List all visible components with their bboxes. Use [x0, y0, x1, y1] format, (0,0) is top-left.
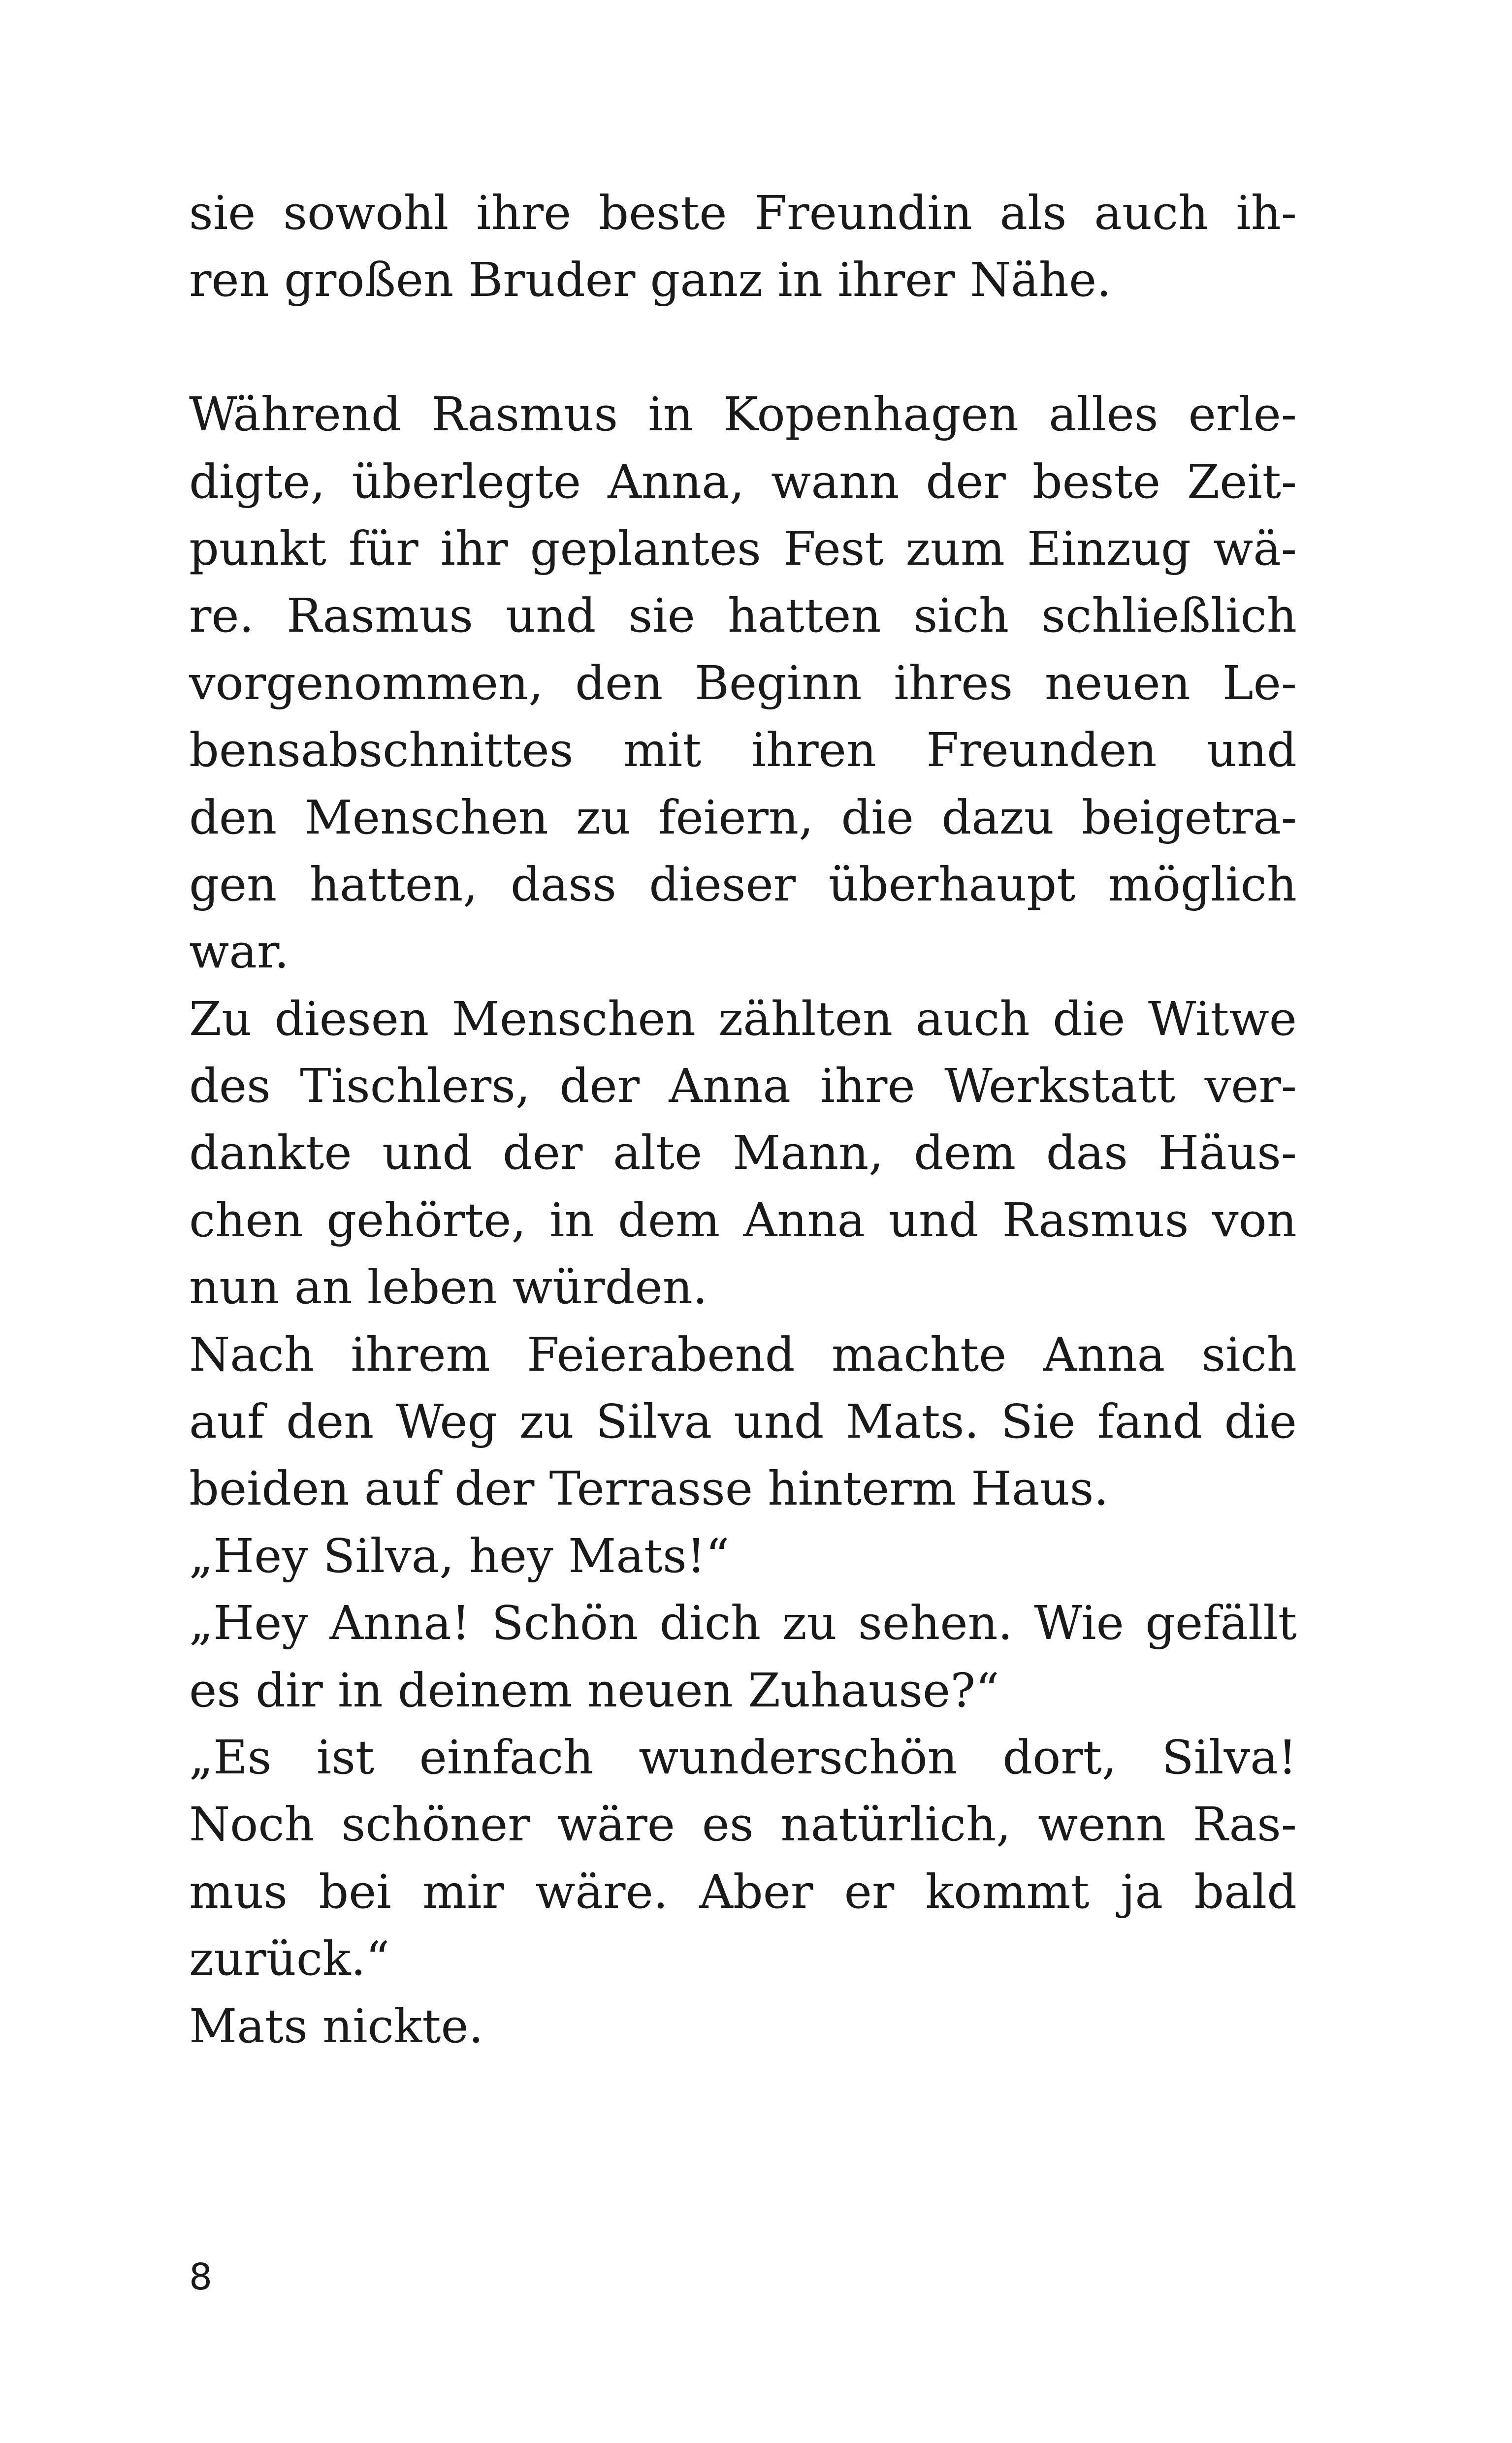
text-line: nun an leben würden.: [189, 1260, 708, 1315]
text-line: Noch schöner wäre es natürlich, wenn Ras-: [189, 1798, 1297, 1852]
text-line: punkt für ihr geplantes Fest zum Einzug wä-: [189, 521, 1297, 576]
text-line: gen hatten, dass dieser überhaupt möglich: [189, 857, 1297, 912]
text-line: „Hey Silva, hey Mats!“: [189, 1529, 730, 1583]
text-line: chen gehörte, in dem Anna und Rasmus von: [189, 1193, 1297, 1248]
text-line: re. Rasmus und sie hatten sich schließlich: [189, 589, 1297, 643]
body-text: [189, 180, 1297, 2060]
text-line: „Hey Anna! Schön dich zu sehen. Wie gefällt: [189, 1596, 1297, 1651]
text-line: bensabschnittes mit ihren Freunden und: [189, 723, 1297, 778]
text-line: „Es ist einfach wunderschön dort, Silva!: [189, 1730, 1297, 1785]
text-line: mus bei mir wäre. Aber er kommt ja bald: [189, 1864, 1297, 1919]
text-line: Mats nickte.: [189, 1999, 483, 2054]
text-line: ren großen Bruder ganz in ihrer Nähe.: [189, 253, 1112, 308]
text-line: es dir in deinem neuen Zuhause?“: [189, 1663, 999, 1718]
text-line: Nach ihrem Feierabend machte Anna sich: [189, 1327, 1297, 1382]
page-number: 8: [189, 2256, 213, 2298]
text-line: dankte und der alte Mann, dem das Häus-: [189, 1126, 1297, 1181]
text-line: sie sowohl ihre beste Freundin als auch ih-: [189, 186, 1297, 240]
text-line: des Tischlers, der Anna ihre Werkstatt ver-: [189, 1059, 1297, 1114]
text-line: vorgenommen, den Beginn ihres neuen Le-: [189, 656, 1297, 710]
text-line: digte, überlegte Anna, wann der beste Zeit-: [189, 454, 1297, 509]
text-line: beiden auf der Terrasse hinterm Haus.: [189, 1462, 1109, 1516]
text-line: war.: [189, 925, 290, 979]
paragraph-spacer: [189, 314, 1297, 381]
text-line: Zu diesen Menschen zählten auch die Witwe: [189, 992, 1297, 1046]
text-line: den Menschen zu feiern, die dazu beigetra-: [189, 790, 1297, 845]
text-line: auf den Weg zu Silva und Mats. Sie fand die: [189, 1395, 1297, 1449]
text-line: zurück.“: [189, 1932, 390, 1987]
text-line: Während Rasmus in Kopenhagen alles erle-: [189, 387, 1297, 442]
